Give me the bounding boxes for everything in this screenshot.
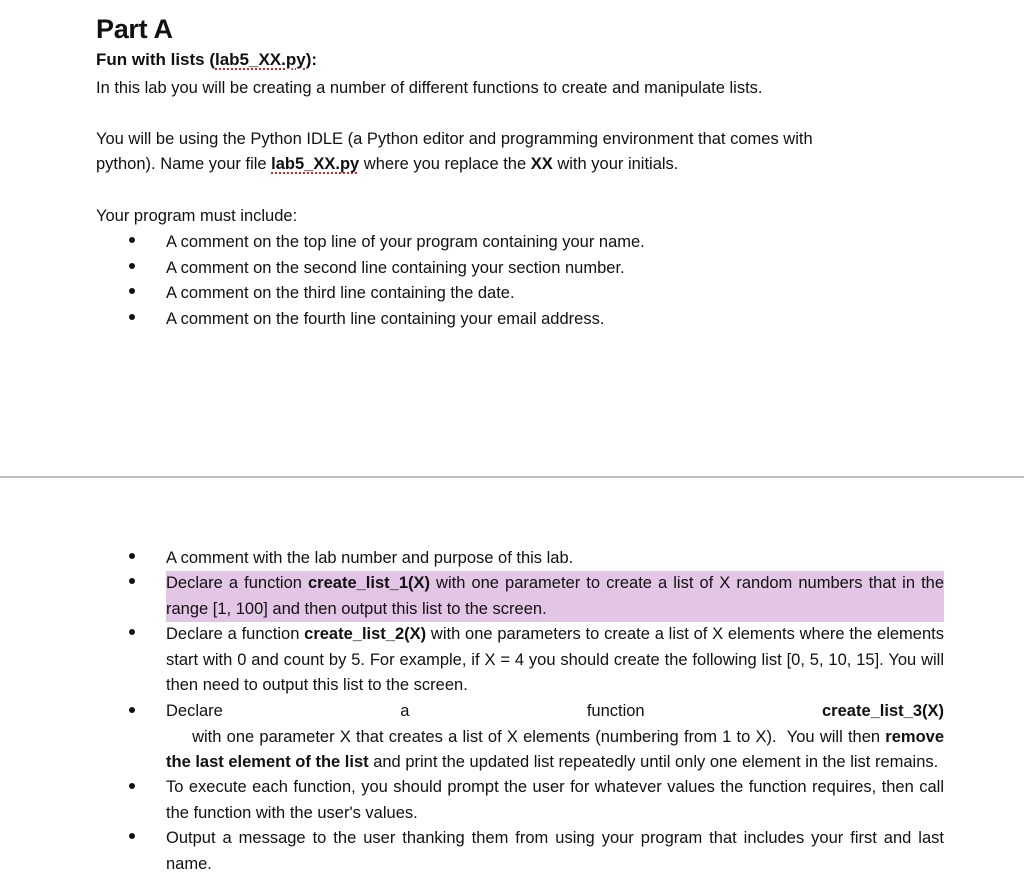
page-divider: [0, 476, 1024, 478]
function-3-item: Declare a function create_list_3(X) with one parameter X that creates a list of X elements (numbering from 1 to X). You will then remove the last element of the list and print the updated list repeatedly until only one element in the list remains.: [166, 702, 944, 772]
bullet-icon: [129, 578, 135, 584]
execute-item: To execute each function, you should prompt the user for whatever values the function requires, then call the function with the user's values.: [166, 778, 944, 822]
requirement-item: A comment on the fourth line containing your email address.: [166, 310, 605, 328]
bullet-icon: [129, 629, 135, 635]
file-name: lab5_XX.py: [215, 50, 306, 69]
requirement-item: A comment on the top line of your program containing your name.: [166, 233, 645, 251]
bullet-icon: [129, 314, 135, 320]
bullet-icon: [129, 833, 135, 839]
part-title: Part A: [96, 14, 173, 44]
file-name: lab5_XX.py: [271, 155, 360, 173]
bullet-icon: [129, 263, 135, 269]
purpose-item: A comment with the lab number and purpose of this lab.: [166, 549, 574, 567]
section-title: Fun with lists (lab5_XX.py):: [96, 50, 318, 69]
requirement-item: A comment on the third line containing the date.: [166, 284, 515, 302]
bullet-icon: [129, 288, 135, 294]
function-2-item: Declare a function create_list_2(X) with one parameters to create a list of X elements where the elements start with 0 and count by 5. For example, if X = 4 you should create the following list [0, 5, 10, 15]. You will then need to output this list to the screen.: [166, 625, 944, 695]
requirements-heading: Your program must include:: [96, 207, 298, 225]
output-item: Output a message to the user thanking them from using your program that includes your first and last name.: [166, 829, 944, 873]
bullet-icon: [129, 783, 135, 789]
intro-text: In this lab you will be creating a number of different functions to create and manipulate lists.: [96, 79, 763, 97]
idle-paragraph-line2: python). Name your file lab5_XX.py where you replace the XX with your initials.: [96, 155, 679, 173]
bullet-icon: [129, 707, 135, 713]
idle-paragraph-line1: You will be using the Python IDLE (a Python editor and programming environment that comes with: [96, 130, 813, 148]
bullet-icon: [129, 553, 135, 559]
bullet-icon: [129, 237, 135, 243]
requirement-item: A comment on the second line containing your section number.: [166, 259, 625, 277]
function-1-item: Declare a function create_list_1(X) with one parameter to create a list of X random numbers that in the range [1, 100] and then output this list to the screen.: [166, 571, 944, 622]
